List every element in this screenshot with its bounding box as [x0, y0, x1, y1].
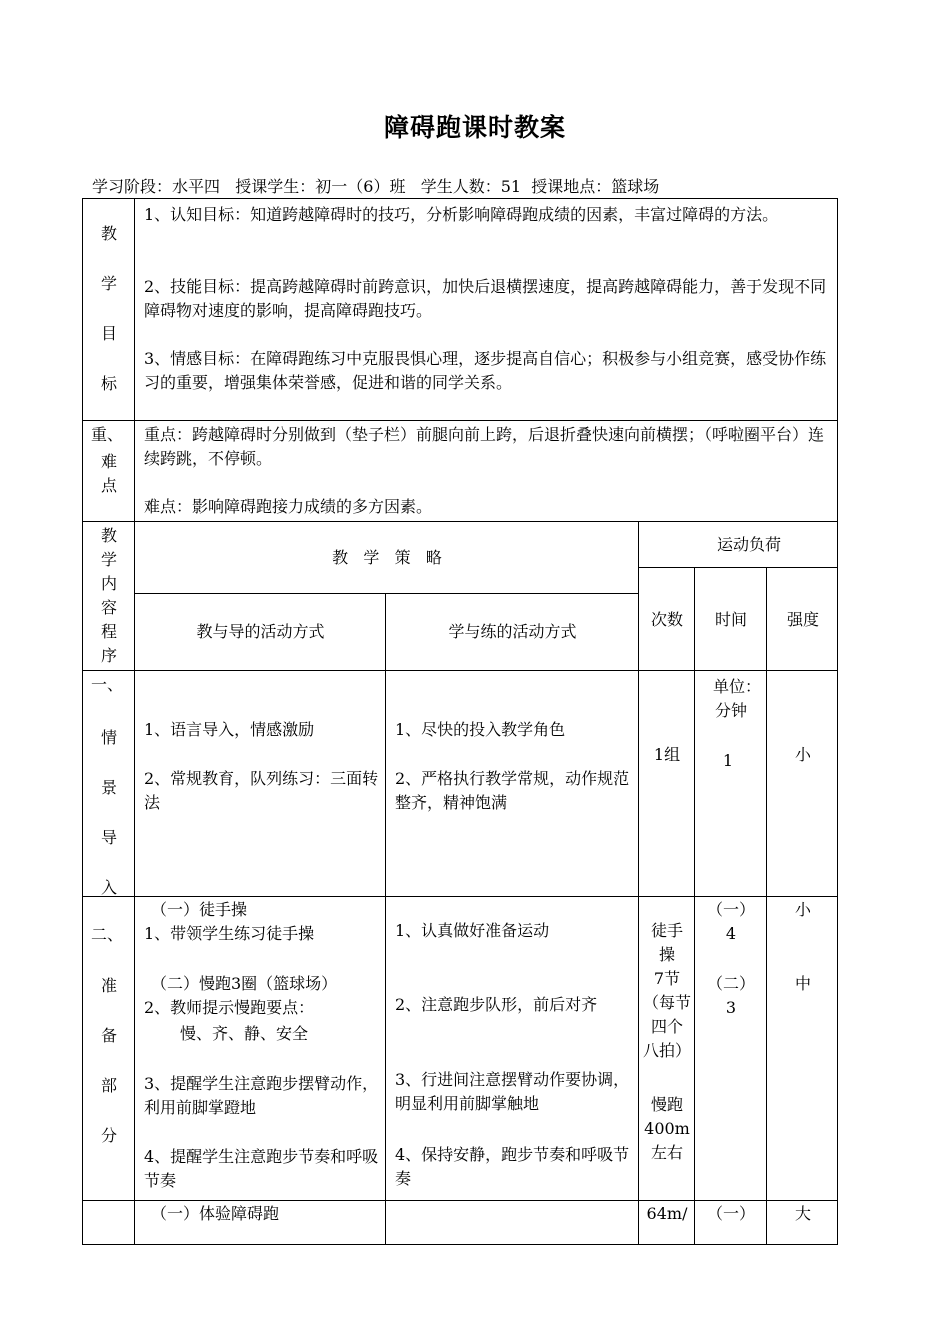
goal-cognitive: 1、认知目标：知道跨越障碍时的技巧，分析影响障碍跑成绩的因素，丰富过障碍的方法。 — [144, 205, 779, 224]
sec1-time: 1 — [722, 751, 734, 770]
keypoints-content-cell — [134, 420, 838, 521]
sec2-count-3: 7节 — [653, 969, 681, 988]
page-title: 障碍跑课时教案 — [383, 113, 566, 142]
sec1-label-3: 景 — [100, 778, 117, 797]
seq-label-4: 容 — [100, 598, 117, 617]
sec2-learn-1: 1、认真做好准备运动 — [395, 921, 550, 940]
sec2-count-6: 八拍） — [642, 1041, 691, 1060]
difficult-point: 难点：影响障碍跑接力成绩的多方因素。 — [144, 497, 433, 516]
sec2-count-10: 左右 — [650, 1143, 683, 1162]
sec2-teach-2: 2、教师提示慢跑要点： — [144, 998, 315, 1017]
sec2-count-cell — [638, 896, 694, 1200]
sec1-count: 1组 — [653, 745, 681, 764]
sec3-teach-cell — [134, 1200, 385, 1245]
seq-label-2: 学 — [100, 550, 117, 569]
sec2-label-cell — [82, 896, 134, 1200]
goals-label-1: 教 — [100, 224, 117, 243]
sec2-teach-4: 4、提醒学生注意跑步节奏和呼吸节奏 — [144, 1147, 379, 1190]
sec2-count-1: 徒手 — [650, 921, 683, 940]
sec2-teach-1: 1、带领学生练习徒手操 — [144, 924, 315, 943]
sec3-teach-heading: （一）体验障碍跑 — [151, 1204, 280, 1223]
sequence-header-cell — [82, 521, 134, 670]
sec2-learn-2: 2、注意跑步队形，前后对齐 — [395, 995, 598, 1014]
sec1-label-cell — [82, 670, 134, 896]
sec3-learn-cell — [385, 1200, 638, 1245]
teach-header-cell — [134, 593, 385, 670]
sec2-count-9: 400m — [644, 1119, 690, 1138]
sec3-intensity-cell — [766, 1200, 838, 1245]
sec1-count-cell — [638, 670, 694, 896]
learn-header: 学与练的活动方式 — [448, 622, 577, 641]
sec2-teach-3: 3、提醒学生注意跑步摆臂动作，利用前脚掌蹬地 — [144, 1074, 379, 1117]
sec1-label-4: 导 — [100, 828, 117, 847]
sec2-intensity-2: 中 — [794, 974, 811, 993]
goals-content-cell — [134, 198, 838, 420]
sec2-time-1-label: （一） — [706, 900, 755, 919]
load-header-cell — [638, 521, 838, 567]
sec2-teach-cell — [134, 896, 385, 1200]
sec2-learn-4: 4、保持安静，跑步节奏和呼吸节奏 — [395, 1145, 630, 1188]
intensity-header: 强度 — [786, 610, 819, 629]
seq-label-6: 序 — [100, 646, 117, 665]
sec2-time-2-label: （二） — [706, 974, 755, 993]
sec1-teach-cell — [134, 670, 385, 896]
sec1-label-1: 一、 — [91, 675, 124, 694]
sec1-teach-1: 1、语言导入，情感激励 — [144, 720, 315, 739]
sec2-label-2: 准 — [100, 976, 117, 995]
sec2-intensity-cell — [766, 896, 838, 1200]
sec1-learn-cell — [385, 670, 638, 896]
sec3-time-cell — [694, 1200, 766, 1245]
load-header: 运动负荷 — [716, 535, 781, 554]
sec2-label-5: 分 — [100, 1126, 117, 1145]
sec1-teach-2: 2、常规教育，队列练习：三面转法 — [144, 769, 379, 812]
sec2-teach-heading-2: （二）慢跑3圈（篮球场） — [151, 974, 338, 993]
teach-header: 教与导的活动方式 — [196, 622, 325, 641]
sec3-count-cell — [638, 1200, 694, 1245]
sec3-label-cell — [82, 1200, 134, 1245]
sec2-time-1: 4 — [725, 924, 737, 943]
sec1-intensity: 小 — [794, 745, 811, 764]
goals-label-3: 目 — [100, 324, 117, 343]
sec2-label-3: 备 — [100, 1026, 117, 1045]
goal-affective: 3、情感目标：在障碍跑练习中克服畏惧心理，逐步提高自信心；积极参与小组竞赛，感受协作练习的重要，增强集体荣誉感，促进和谐的同学关系。 — [144, 349, 827, 392]
time-header: 时间 — [714, 610, 747, 629]
sec2-intensity-1: 小 — [794, 900, 811, 919]
sec2-count-2: 操 — [658, 945, 675, 964]
sec2-learn-3: 3、行进间注意摆臂动作要协调，明显利用前脚掌触地 — [395, 1070, 630, 1113]
goals-label-cell — [82, 198, 134, 420]
sec3-time: （一） — [706, 1204, 755, 1223]
sec1-learn-1: 1、尽快的投入教学角色 — [395, 720, 566, 739]
sec1-label-5: 入 — [100, 878, 117, 897]
keypoints-label-3: 点 — [100, 476, 117, 495]
sec1-unit-2: 分钟 — [714, 701, 747, 720]
sec1-learn-2: 2、严格执行教学常规，动作规范整齐，精神饱满 — [395, 769, 630, 812]
intensity-header-cell — [766, 567, 838, 670]
keypoints-label-cell — [82, 420, 134, 521]
count-header: 次数 — [650, 610, 683, 629]
sec1-unit-1: 单位： — [712, 677, 761, 696]
seq-label-5: 程 — [100, 622, 117, 641]
sec2-teach-2b: 慢、齐、静、安全 — [180, 1024, 309, 1043]
strategy-header: 教 学 策 略 — [332, 548, 442, 567]
strategy-header-cell — [134, 521, 638, 593]
sec2-time-2: 3 — [725, 998, 737, 1017]
time-header-cell — [694, 567, 766, 670]
sec3-count: 64m/ — [646, 1204, 688, 1223]
sec1-intensity-cell — [766, 670, 838, 896]
sec2-teach-heading-1: （一）徒手操 — [151, 900, 248, 919]
sec2-count-4: （每节 — [642, 993, 691, 1012]
keypoints-label-2: 难 — [100, 452, 117, 471]
sec1-label-2: 情 — [100, 728, 117, 747]
sec2-label-1: 二、 — [91, 925, 124, 944]
sec3-intensity: 大 — [794, 1204, 811, 1223]
sec2-count-8: 慢跑 — [650, 1095, 683, 1114]
focus-point: 重点：跨越障碍时分别做到（垫子栏）前腿向前上跨，后退折叠快速向前横摆；（呼啦圈平台）连续跨跳，不停顿。 — [144, 425, 825, 468]
keypoints-label-1: 重、 — [91, 425, 124, 444]
learn-header-cell — [385, 593, 638, 670]
seq-label-3: 内 — [100, 574, 117, 593]
sec2-count-5: 四个 — [650, 1017, 683, 1036]
count-header-cell — [638, 567, 694, 670]
goals-label-4: 标 — [100, 374, 117, 393]
sec2-label-4: 部 — [100, 1076, 117, 1095]
sec2-time-cell — [694, 896, 766, 1200]
sec1-time-cell — [694, 670, 766, 896]
goal-skill: 2、技能目标：提高跨越障碍时前跨意识，加快后退横摆速度，提高跨越障碍能力，善于发现不同障碍物对速度的影响，提高障碍跑技巧。 — [144, 277, 827, 320]
goals-label-2: 学 — [100, 274, 117, 293]
seq-label-1: 教 — [100, 526, 117, 545]
sec2-learn-cell — [385, 896, 638, 1200]
class-info: 学习阶段：水平四 授课学生：初一（6）班 学生人数：51 授课地点：篮球场 — [92, 177, 660, 196]
